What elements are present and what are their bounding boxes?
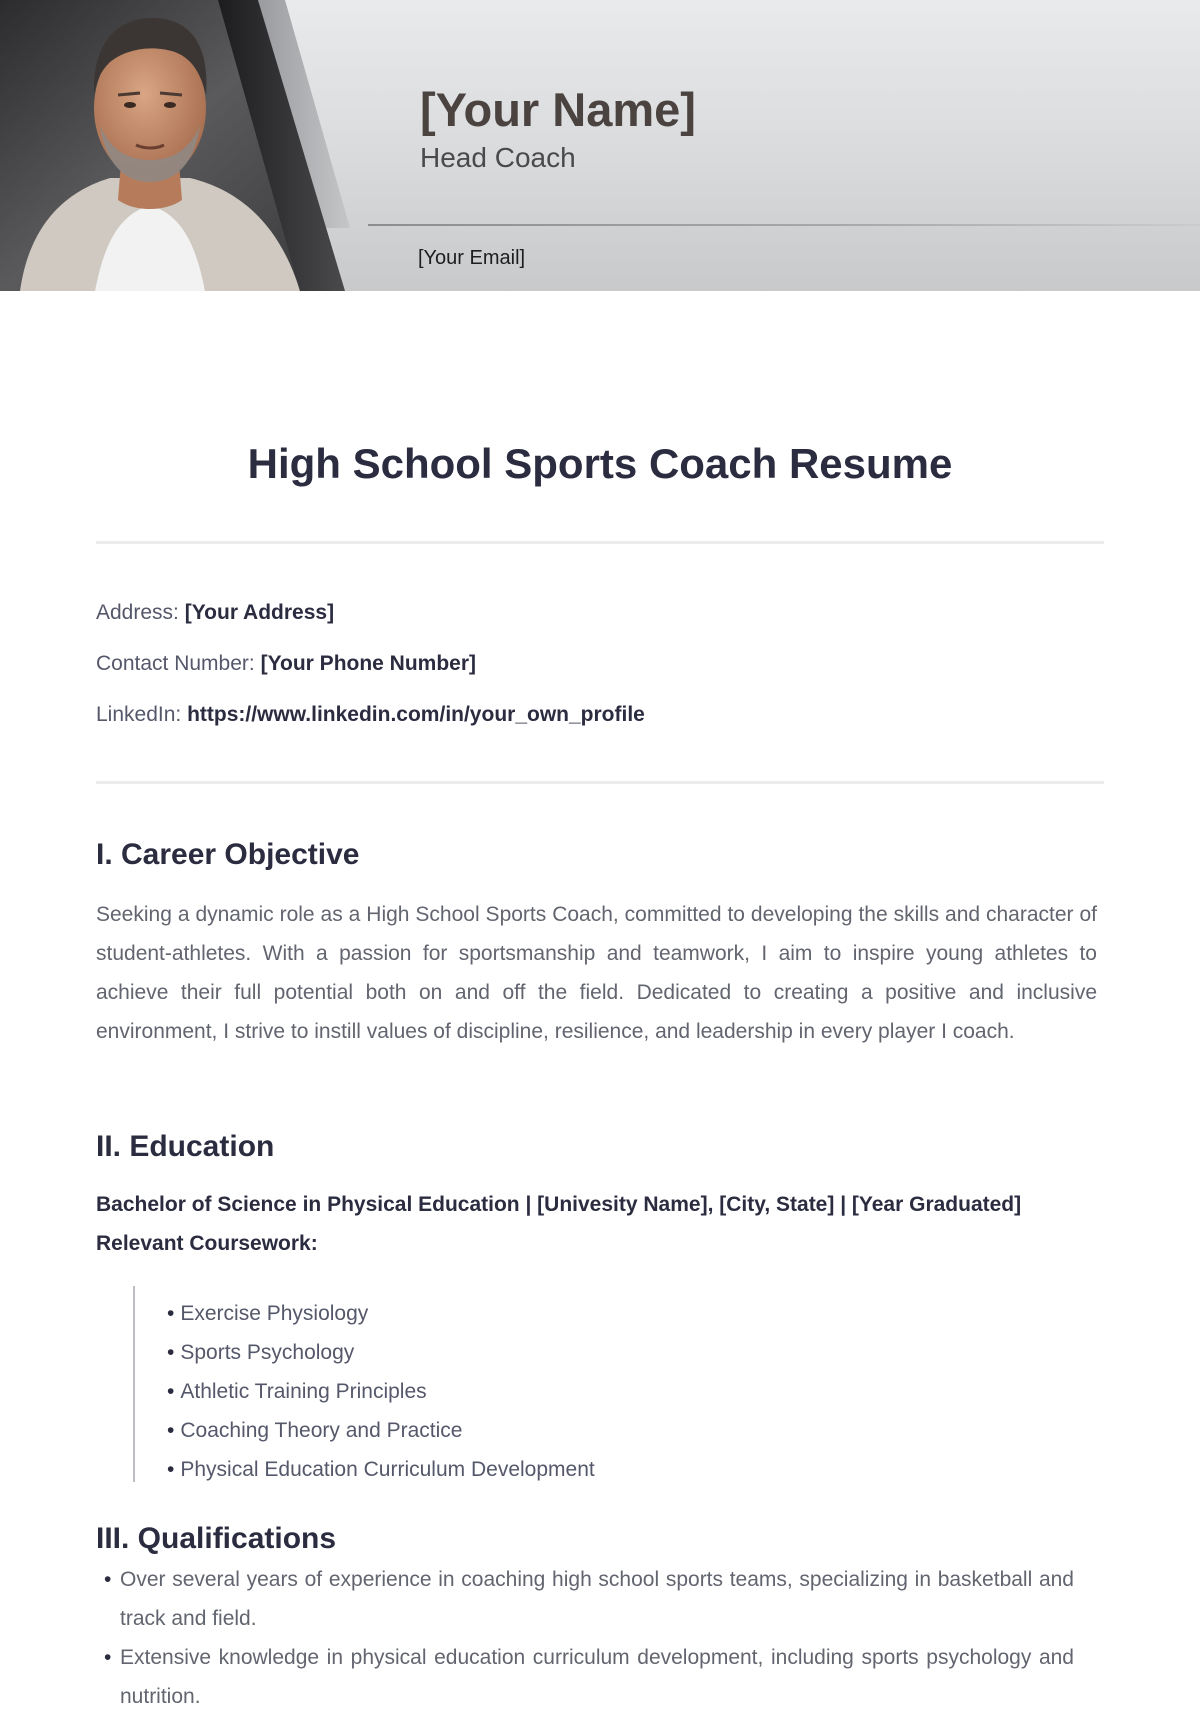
- contact-linkedin: [96, 703, 645, 727]
- divider-contact: [96, 781, 1104, 784]
- header-banner: [0, 0, 1200, 291]
- list-item: • Over several years of experience in coaching high school sports teams, specializing in basketball and track and field.: [104, 1568, 1074, 1630]
- section-heading-qualifications: III. Qualifications: [96, 1522, 337, 1555]
- career-objective-text: Seeking a dynamic role as a High School Sports Coach, committed to developing the skills and character of student-athletes. With a passion for sportsmanship and teamwork, I aim to inspire young athletes to achieve their full potential both on and off the field. Dedicated to creating a positive and inclusive environment, I strive to instill values of discipline, resilience, and leadership in every player I coach.: [96, 903, 1097, 1043]
- linkedin-link[interactable]: https://www.linkedin.com/in/your_own_profile: [187, 703, 645, 726]
- candidate-email: [Your Email]: [418, 247, 526, 269]
- list-item: • Sports Psychology: [167, 1341, 355, 1364]
- list-item: • Exercise Physiology: [167, 1302, 369, 1325]
- phone-value: [Your Phone Number]: [260, 652, 477, 675]
- list-item: • Athletic Training Principles: [167, 1380, 427, 1403]
- name-block: [420, 84, 696, 174]
- candidate-role: Head Coach: [420, 141, 576, 173]
- document-title: High School Sports Coach Resume: [247, 440, 953, 487]
- qualifications-list: [104, 1560, 1074, 1716]
- address-value: [Your Address]: [184, 601, 335, 624]
- banner-divider: [368, 224, 1200, 226]
- coursework-block: [133, 1286, 1035, 1482]
- education-coursework-label: Relevant Coursework:: [96, 1232, 318, 1255]
- contact-phone: [96, 652, 476, 676]
- phone-label: Contact Number:: [96, 652, 255, 675]
- coursework-list: [167, 1294, 595, 1489]
- linkedin-label: LinkedIn:: [96, 703, 182, 726]
- divider-top: [96, 541, 1104, 544]
- section-heading-education: II. Education: [96, 1130, 275, 1163]
- address-label: Address:: [96, 601, 179, 624]
- list-item: • Extensive knowledge in physical education curriculum development, including sports psychology and nutrition.: [104, 1646, 1074, 1708]
- list-item: • Physical Education Curriculum Development: [167, 1458, 595, 1481]
- candidate-name: [Your Name]: [420, 83, 696, 136]
- contact-address: [96, 601, 334, 625]
- education-degree: Bachelor of Science in Physical Education | [Univesity Name], [City, State] | [Year Graduated]: [96, 1193, 1022, 1216]
- section-heading-career-objective: I. Career Objective: [96, 838, 360, 871]
- list-item: • Coaching Theory and Practice: [167, 1419, 463, 1442]
